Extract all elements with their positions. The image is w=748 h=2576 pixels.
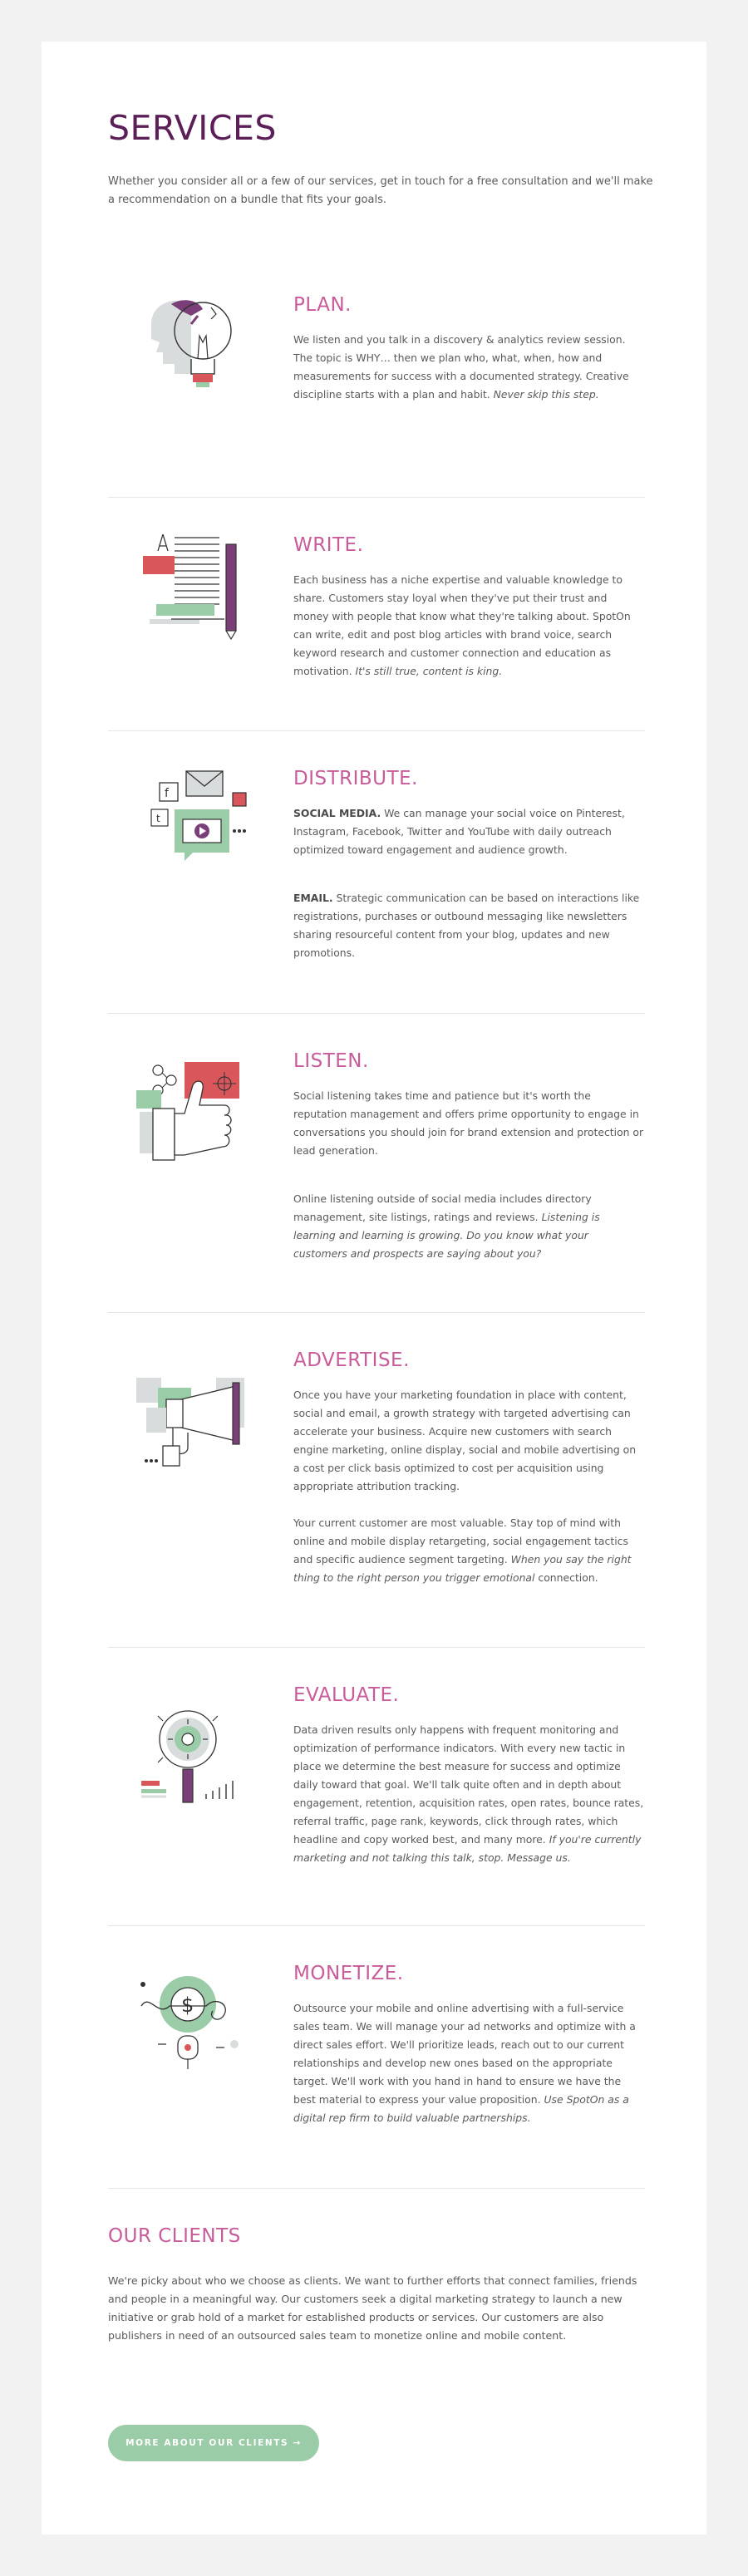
section-paragraph: Social listening takes time and patience but it's worth the reputation management and offers prime opportunity to engage in conversations you should join for brand extension and protection or lead generation. <box>293 1089 644 1157</box>
section-monetize <box>108 1926 645 2189</box>
services-card <box>42 42 706 2534</box>
section-listen <box>108 1014 645 1313</box>
section-paragraph: Outsource your mobile and online advertising with a full-service sales team. We will manage your ad networks and optimize with a direct sales effort. We'll prioritize leads, reach out to our current relationships and develop new ones based on the appropriate target. We'll work with you hand in hand to ensure we have the best material to express your value proposition. Use SpotOn as a digital rep firm to build valuable partnerships. <box>293 2002 636 2124</box>
section-paragraph: EMAIL. Strategic communication can be based on interactions like registrations, purchases or outbound messaging like newsletters sharing resourceful content from your blog, updates and new promotions. <box>293 892 640 959</box>
section-paragraph: Your current customer are most valuable. Stay top of mind with online and mobile display retargeting, social engagement tactics and specific audience segment targeting. When you say the right thing to the right person you trigger emotional connection. <box>293 1517 632 1584</box>
megaphone-icon <box>133 1374 249 1482</box>
magnifier-gear-icon <box>133 1706 249 1814</box>
section-write <box>108 498 645 731</box>
clients-text: We're picky about who we choose as clients. We want to further efforts that connect families, friends and people in a meaningful way. Our customers seek a digital marketing strategy to launch a new initiative or grab hold of a market for established products or services. Our customers are also publishers in need of an outsourced sales team to monetize online and mobile content. <box>108 2274 637 2342</box>
section-paragraph: Online listening outside of social media includes directory management, site listings, ratings and reviews. Listening is learning and learning is growing. Do you know what your customers and prospects are saying about you? <box>293 1192 600 1260</box>
social-media-icon <box>133 768 249 876</box>
section-plan <box>108 258 645 498</box>
section-title: ADVERTISE. <box>293 1349 410 1371</box>
page-title: SERVICES <box>108 108 277 148</box>
clients-title: OUR CLIENTS <box>108 2225 241 2247</box>
intro-text: Whether you consider all or a few of our services, get in touch for a free consultation and we'll make a recommendation on a bundle that fits your goals. <box>108 175 653 206</box>
section-title: LISTEN. <box>293 1050 369 1072</box>
section-paragraph: Once you have your marketing foundation in place with content, social and email, a growth strategy with targeted advertising can accelerate your business. Acquire new customers with search engine marketing, online display, social and mobile advertising on a cost per click basis optimized to cost per acquisition using appropriate attribution tracking. <box>293 1389 637 1492</box>
section-paragraph: Each business has a niche expertise and valuable knowledge to share. Customers stay loyal when they've put their trust and money with people that know what they're talking about. SpotOn can write, edit and post blog articles with brand voice, search keyword research and customer connection and education as motivation. It's still true, content is king. <box>293 573 631 677</box>
section-title: EVALUATE. <box>293 1684 400 1706</box>
svg-text:$: $ <box>181 1993 194 2017</box>
head-lightbulb-icon <box>133 291 249 399</box>
document-pencil-icon <box>133 533 249 641</box>
section-title: WRITE. <box>293 534 364 556</box>
thumbs-up-icon <box>133 1060 249 1168</box>
svg-text:t: t <box>156 813 160 824</box>
section-title: MONETIZE. <box>293 1963 404 1984</box>
section-evaluate <box>108 1648 645 1926</box>
section-advertise <box>108 1313 645 1648</box>
section-paragraph: We listen and you talk in a discovery & analytics review session. The topic is WHY… then we plan who, what, when, how and measurements for success with a documented strategy. Creative discipline starts with a plan and habit. Never skip this step. <box>293 333 629 401</box>
section-paragraph: SOCIAL MEDIA. We can manage your social voice on Pinterest, Instagram, Facebook, Twitter and YouTube with daily outreach optimized toward engagement and audience growth. <box>293 807 625 856</box>
section-title: PLAN. <box>293 294 352 316</box>
section-title: DISTRIBUTE. <box>293 768 418 789</box>
section-paragraph: Data driven results only happens with frequent monitoring and optimization of performance indicators. With every new tactic in place we determine the best measure for success and optimize daily toward that goal. We'll talk quite often and in depth about engagement, retention, acquisition rates, open rates, bounce rates, referral traffic, page rank, keywords, click through rates, which headline and copy worked best, and many more. If you're currently marketing and not talking this talk, stop. Message us. <box>293 1723 644 1864</box>
dollar-coin-icon <box>133 1968 249 2076</box>
section-distribute <box>108 731 645 1014</box>
more-about-clients-button[interactable]: MORE ABOUT OUR CLIENTS → <box>108 2425 319 2461</box>
svg-text:f: f <box>165 787 169 800</box>
